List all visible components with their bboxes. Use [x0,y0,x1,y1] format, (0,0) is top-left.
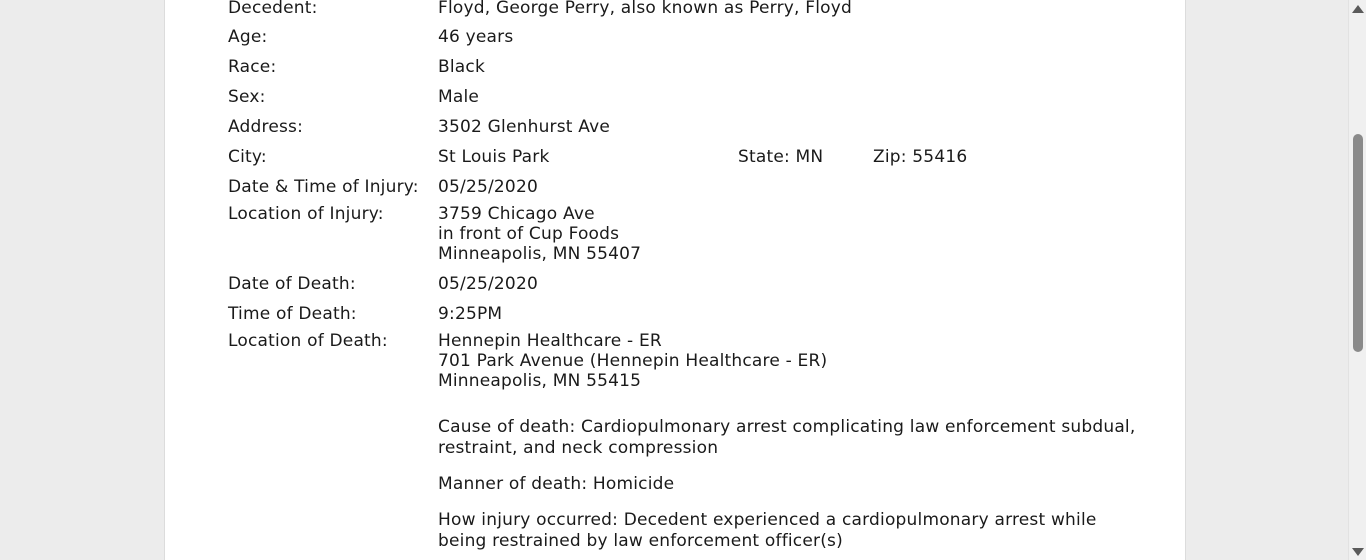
how-line: How injury occurred: Decedent experienced a cardiopulmonary arrest while [438,510,1097,530]
vertical-scrollbar[interactable] [1348,0,1366,560]
death-date-label: Date of Death: [228,274,356,294]
manner-line: Manner of death: Homicide [438,474,675,494]
injury-location-label: Location of Injury: [228,204,384,224]
manner-of-death [438,474,1138,495]
cause-line: Cause of death: Cardiopulmonary arrest complicating law enforcement subdual, [438,417,1136,437]
cause-of-death [438,417,1138,459]
age-label: Age: [228,27,268,47]
cause-line: restraint, and neck compression [438,438,719,458]
death-location-value [438,331,827,391]
injury-location-value [438,204,641,264]
race-value: Black [438,57,485,77]
decedent-value: Floyd, George Perry, also known as Perry, Floyd [438,0,852,18]
death-location-line: Hennepin Healthcare - ER [438,331,662,351]
death-date-value: 05/25/2020 [438,274,538,294]
how-injury-occurred [438,510,1138,552]
injury-datetime-value: 05/25/2020 [438,177,538,197]
address-label: Address: [228,117,304,137]
injury-location-line: Minneapolis, MN 55407 [438,244,642,264]
sex-value: Male [438,87,480,107]
scroll-up-arrow-icon[interactable] [1349,0,1366,17]
city-value: St Louis Park [438,147,550,167]
age-value: 46 years [438,27,514,47]
injury-location-line: in front of Cup Foods [438,224,620,244]
state-value: State: MN [738,147,824,167]
injury-location-line: 3759 Chicago Ave [438,204,595,224]
death-location-line: Minneapolis, MN 55415 [438,371,642,391]
death-location-line: 701 Park Avenue (Hennepin Healthcare - ER) [438,351,828,371]
decedent-label: Decedent: [228,0,318,18]
injury-datetime-label: Date & Time of Injury: [228,177,419,197]
city-label: City: [228,147,267,167]
scroll-down-arrow-icon[interactable] [1349,543,1366,560]
death-time-label: Time of Death: [228,304,357,324]
sex-label: Sex: [228,87,266,107]
address-value: 3502 Glenhurst Ave [438,117,611,137]
how-line: being restrained by law enforcement officer(s) [438,531,843,551]
report-page [164,0,1186,560]
race-label: Race: [228,57,277,77]
death-time-value: 9:25PM [438,304,503,324]
zip-value: Zip: 55416 [873,147,968,167]
scroll-thumb[interactable] [1353,134,1363,352]
death-location-label: Location of Death: [228,331,388,351]
